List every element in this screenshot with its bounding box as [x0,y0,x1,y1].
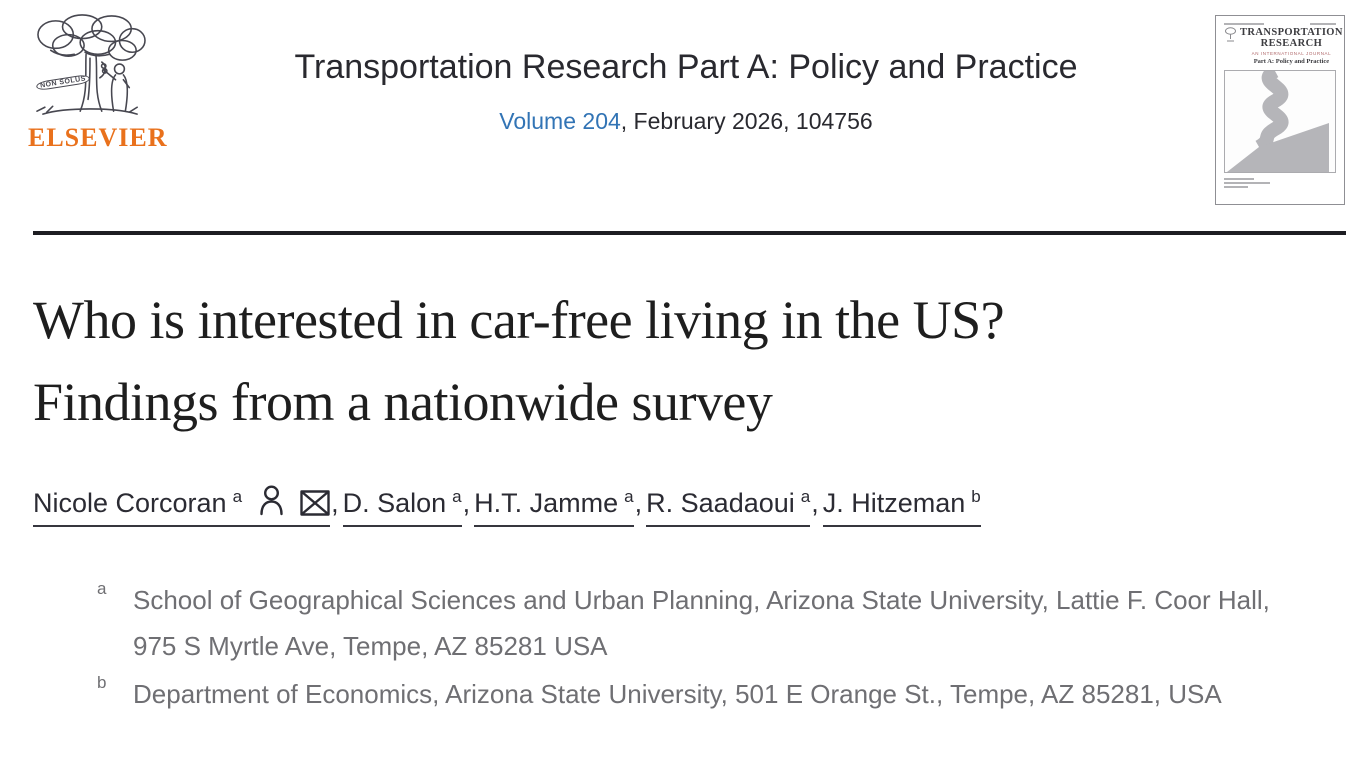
volume-link[interactable]: Volume 204 [499,108,621,134]
affiliation-sup: a [97,579,107,598]
author-affiliation-sup: b [971,487,981,506]
author-separator: , [811,488,819,518]
author-affiliation-sup: a [452,487,462,506]
cover-part-line: Part A: Policy and Practice [1253,58,1330,65]
author-link[interactable] [343,488,462,527]
author-separator: , [462,488,471,518]
cover-mini-logo-icon [1224,27,1237,43]
affiliation-text: School of Geographical Sciences and Urban Planning, Arizona State University, Lattie F. Coor Hall, 975 S Myrtle Ave, Tempe, AZ 85281 USA [133,585,1270,661]
affiliation-sup: b [97,673,107,692]
non-solus-banner: NON SOLUS [36,74,91,91]
affiliation-text: Department of Economics, Arizona State University, 501 E Orange St., Tempe, AZ 85281, USA [133,679,1222,709]
author-affiliation-sup: a [232,487,243,506]
article-title: Who is interested in car-free living in the US? Findings from a nationwide survey [33,290,1005,432]
affiliation-row [97,577,1297,669]
person-icon[interactable] [259,485,284,516]
author-name: H.T. Jamme [474,488,619,518]
author-name: Nicole Corcoran [33,488,227,518]
author-link[interactable] [33,485,330,527]
author-link[interactable] [474,488,634,527]
cover-top-text [1224,23,1336,25]
affiliation-list [97,577,1297,717]
issue-info: , February 2026, 104756 [620,108,873,134]
elsevier-tree-icon [31,13,149,121]
author-affiliation-sup: a [800,487,811,506]
header-divider [33,231,1346,235]
author-link[interactable] [823,488,981,527]
author-name: R. Saadaoui [646,488,795,518]
author-separator: , [634,488,643,518]
journal-title[interactable]: Transportation Research Part A: Policy and Practice [294,48,1078,86]
author-name: J. Hitzeman [822,488,966,518]
author-name: D. Salon [342,488,447,518]
affiliation-row [97,671,1297,717]
issue-line [236,108,1136,135]
elsevier-wordmark: ELSEVIER [28,123,168,152]
cover-journal-title: TRANSPORTATION RESEARCH [1240,27,1343,49]
cover-footer-text [1224,178,1336,188]
author-affiliation-sup: a [624,487,634,506]
cover-intl-line: AN INTERNATIONAL JOURNAL [1251,51,1332,56]
author-list [33,485,1346,527]
journal-cover-thumbnail[interactable] [1215,15,1345,205]
elsevier-logo [28,13,168,153]
author-link[interactable] [646,488,810,527]
author-separator: , [331,488,339,518]
cover-road-art [1224,70,1336,173]
journal-banner [0,0,1372,231]
envelope-icon[interactable] [300,490,330,516]
